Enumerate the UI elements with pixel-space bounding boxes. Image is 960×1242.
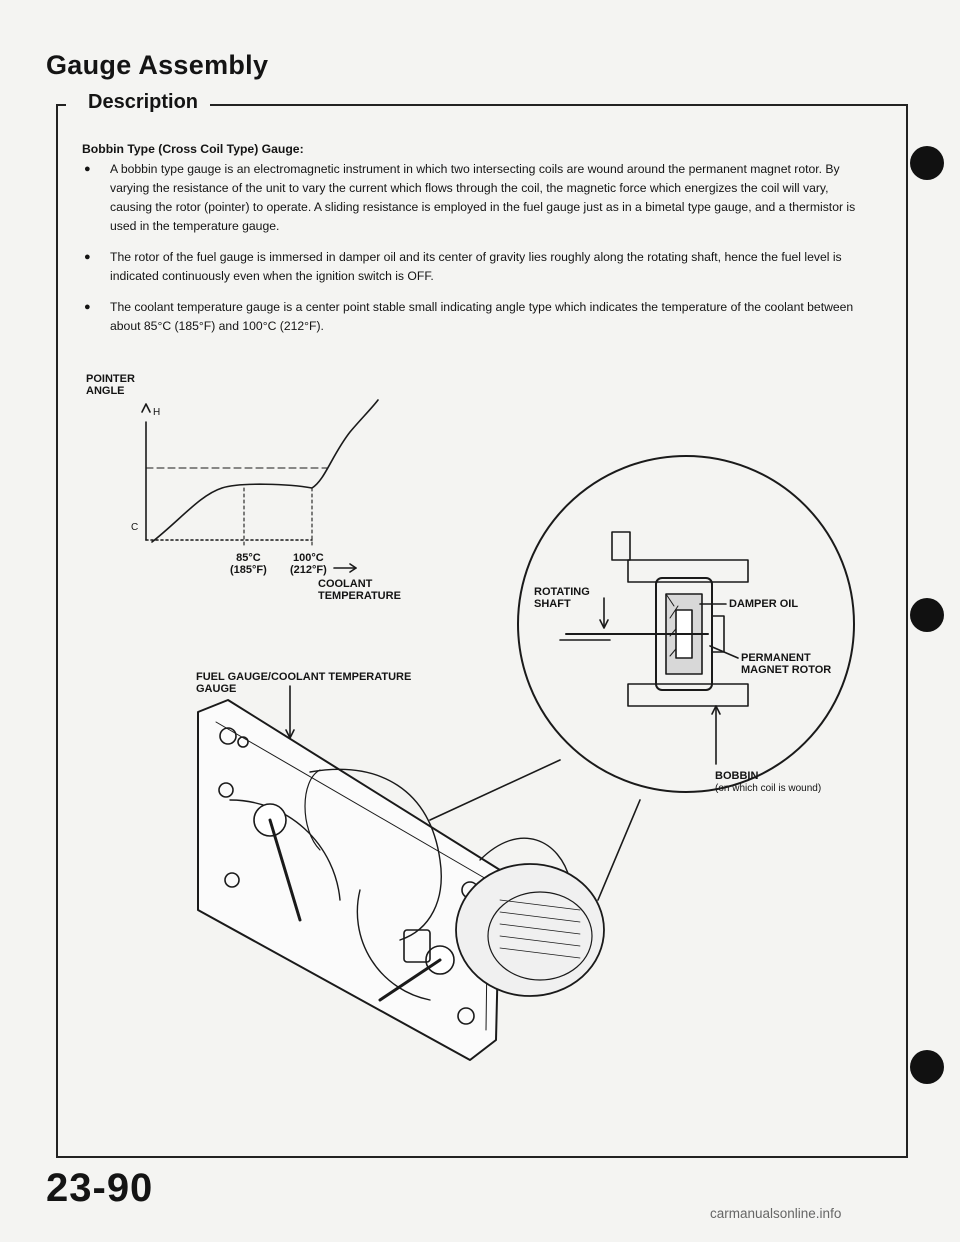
- gauge-type-heading: Bobbin Type (Cross Coil Type) Gauge:: [82, 142, 304, 156]
- arrow-up-icon: [142, 404, 150, 412]
- magnify-connector-line: [598, 800, 640, 900]
- graph-tick-85: 85°C (185°F): [230, 552, 267, 576]
- graph-y-label: POINTER ANGLE: [86, 373, 135, 397]
- pointer-angle-graph: [142, 400, 378, 572]
- page-number: 23-90: [46, 1166, 154, 1210]
- magnify-connector-line: [430, 760, 560, 820]
- damper-oil-label: DAMPER OIL: [729, 598, 799, 610]
- page-title: Gauge Assembly: [46, 50, 269, 80]
- graph-x-label: COOLANT TEMPERATURE: [318, 578, 401, 602]
- bobbin-detail-circle: [430, 456, 854, 900]
- graph-curve: [152, 400, 378, 542]
- bullet-item: ● The rotor of the fuel gauge is immersed in damper oil and its center of gravity lies roughly along the rotating shaft, hence the fuel level is indicated continuously even when the ignition switch is OFF.: [82, 248, 862, 286]
- graph-c-letter: C: [131, 522, 139, 533]
- bobbin-note: (on which coil is wound): [715, 783, 822, 794]
- bullet-item: ● A bobbin type gauge is an electromagnetic instrument in which two intersecting coils are wound around the permanent magnet rotor. By varying the resistance of the unit to vary the current which flows through the coil, the magnetic force which energizes the coil will vary, causing the rotor (pointer) to operate. A sliding resistance is employed in the fuel gauge just as in a bimetal type gauge, and a thermistor is used in the temperature gauge.: [82, 160, 862, 236]
- graph-tick-100: 100°C (212°F): [290, 552, 327, 576]
- magnet-rotor-label: PERMANENT MAGNET ROTOR: [741, 652, 832, 676]
- watermark: carmanualsonline.info: [710, 1206, 842, 1221]
- bullet-item: ● The coolant temperature gauge is a center point stable small indicating angle type which indicates the temperature of the coolant between about 85°C (185°F) and 100°C (212°F).: [82, 298, 862, 336]
- graph-h-letter: H: [153, 407, 161, 418]
- gauge-label: FUEL GAUGE/COOLANT TEMPERATURE GAUGE: [196, 671, 412, 695]
- section-title: Description: [82, 91, 204, 114]
- rotating-shaft-label: ROTATING SHAFT: [534, 586, 590, 610]
- gauge-assembly-drawing: [198, 686, 604, 1060]
- bobbin-label: BOBBIN: [715, 770, 759, 782]
